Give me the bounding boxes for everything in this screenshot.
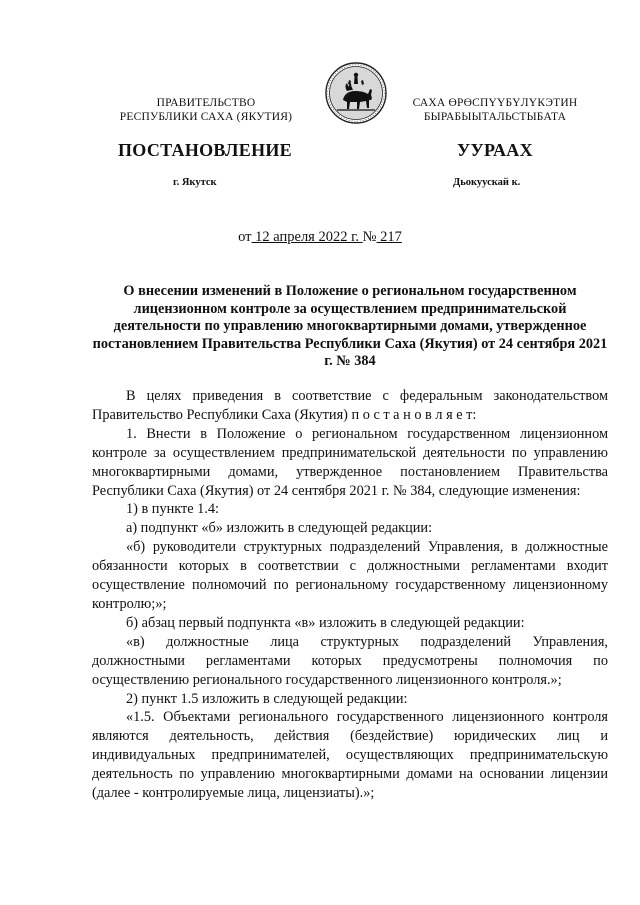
date-prefix: от [238, 229, 252, 245]
document-date: 12 апреля 2022 г. [251, 229, 363, 245]
issuer-ru-line2: РЕСПУБЛИКИ САХА (ЯКУТИЯ) [119, 111, 293, 123]
document-title: О внесении изменений в Положение о региональном государственном лицензионном контроле за осуществлением предпринимательской деятельности по управлению многоквартирными домами, утвержденное постановлением Правительства Республики Саха (Якутия) от 24 сентября 2021 г. № 384 [92, 283, 608, 369]
issuer-ru [106, 96, 306, 124]
document-body [92, 387, 608, 803]
paragraph: В целях приведения в соответствие с федеральным законодательством Правительство Республики Саха (Якутия) п о с т а н о в л я е т: [92, 388, 608, 423]
issuer-sah-line2: БЫРАБЫЫТАЛЬСТЫБАТА [423, 111, 567, 123]
issuer-sah-line1: САХА ӨРӨСПҮҮБҮЛҮКЭТИН [412, 97, 578, 109]
doc-type-sah: УУРААХ [457, 140, 533, 160]
paragraph: 1. Внести в Положение о региональном государственном лицензионном контроле за осуществлением предпринимательской деятельности по управлению многоквартирными домами, утвержденное постановлением Правительства Республики Саха (Якутия) от 24 сентября 2021 г. № 384, следующие изменения: [92, 425, 608, 499]
document-date-number [0, 229, 640, 246]
paragraph: «в) должностные лица структурных подразделений Управления, должностными регламентами которых предусмотрены полномочия по осуществлению регионального государственного лицензионного контроля.»; [92, 633, 608, 688]
number-sign: № [362, 229, 377, 245]
paragraph: «1.5. Объектами регионального государственного лицензионного контроля являются деятельность, действия (бездействие) юридических лиц и индивидуальных предпринимателей, осуществляющих предпринимательскую деятельность по управлению многоквартирными домами на основании лицензии (далее - контролируемые лица, лицензиаты).»; [92, 709, 608, 802]
city-sah: Дьокуускай к. [453, 177, 521, 188]
paragraph: а) подпункт «б» изложить в следующей редакции: [126, 520, 433, 537]
coat-of-arms-icon [325, 62, 387, 124]
issuer-ru-line1: ПРАВИТЕЛЬСТВО [156, 97, 256, 109]
city-ru: г. Якутск [173, 177, 217, 188]
document-number: 217 [376, 229, 402, 245]
paragraph: 1) в пункте 1.4: [126, 501, 220, 518]
doc-type-ru: ПОСТАНОВЛЕНИЕ [118, 140, 292, 160]
paragraph: 2) пункт 1.5 изложить в следующей редакции: [126, 690, 408, 707]
issuer-sah [390, 96, 600, 124]
paragraph: «б) руководители структурных подразделений Управления, в должностные обязанности которых в соответствии с должностными регламентами входит осуществление полномочий по региональному государственному лицензионному контролю;»; [92, 539, 608, 612]
paragraph: б) абзац первый подпункта «в» изложить в следующей редакции: [126, 614, 525, 631]
